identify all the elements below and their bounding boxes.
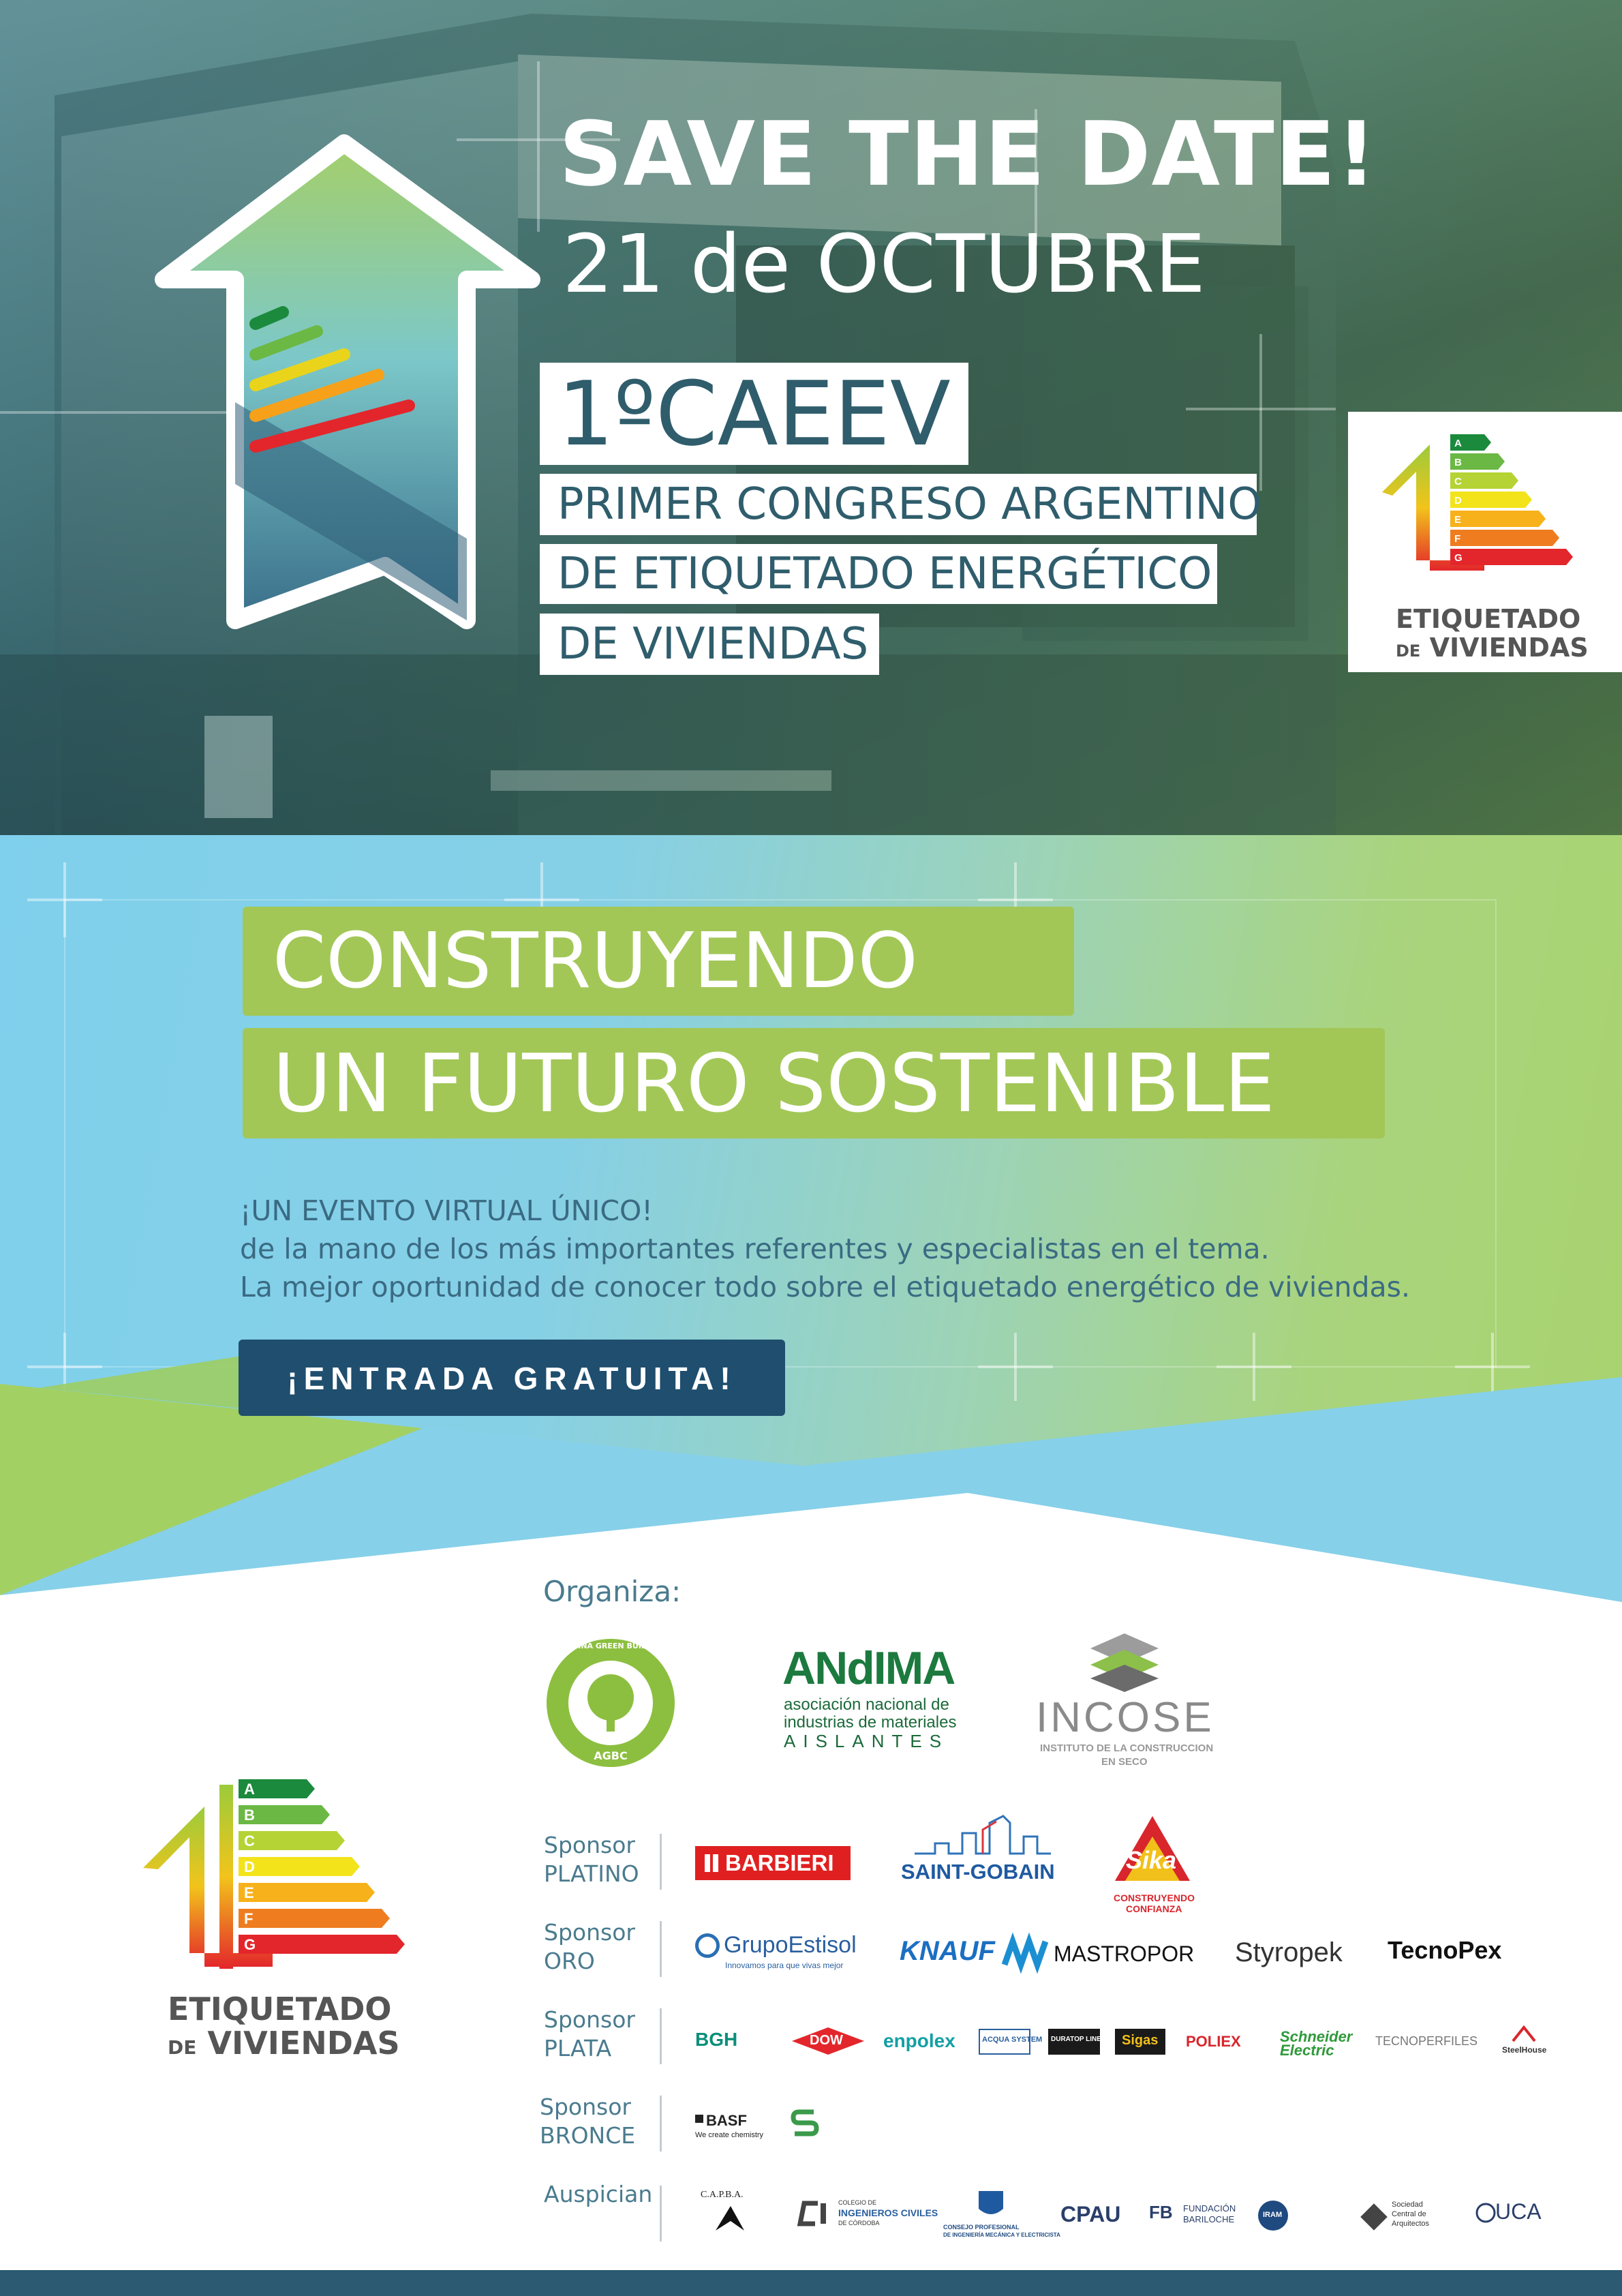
footer-bar — [0, 2270, 1622, 2296]
andima-sub-3: AISLANTES — [784, 1731, 949, 1751]
fundacion-bariloche-logo — [1149, 2202, 1242, 2229]
uca-globe-icon — [1475, 2202, 1497, 2224]
green-s-logo — [791, 2106, 819, 2145]
andima-title: ANdIMA — [782, 1642, 955, 1694]
plata-separator — [660, 2008, 662, 2064]
large-grade-c: C — [244, 1832, 255, 1849]
estisol-text: GrupoEstisol — [724, 1932, 857, 1958]
agbc-short: AGBC — [594, 1749, 628, 1762]
copime-shield-icon — [976, 2188, 1006, 2221]
steelhouse-logo — [1502, 2025, 1546, 2059]
sigas-logo — [1115, 2029, 1165, 2055]
ingenieros-civiles-logo — [797, 2199, 938, 2229]
oro-label-2: ORO — [544, 1948, 595, 1974]
etiquetado-logo-large — [136, 1772, 423, 2059]
sika-tagline-2: CONFIANZA — [1126, 1903, 1182, 1914]
grade-g-label: G — [1454, 552, 1463, 564]
organiza-label: Organiza: — [543, 1575, 682, 1608]
ingenieros-line-3: DE CÓRDOBA — [838, 2220, 880, 2226]
sika-logo — [1110, 1816, 1198, 1918]
sca-emblem-icon — [1360, 2203, 1388, 2231]
ingenieros-line-2: INGENIEROS CIVILES — [838, 2207, 938, 2218]
andima-sub-2: industrias de materiales — [784, 1713, 957, 1732]
ci-mark-icon — [797, 2201, 831, 2226]
schneider-logo: Schneider Electric — [1280, 2028, 1353, 2059]
andima-sub-1: asociación nacional de — [784, 1695, 949, 1714]
platino-label-1: Sponsor — [544, 1832, 635, 1858]
dow-text: DOW — [810, 2033, 843, 2048]
event-name-line-1: PRIMER CONGRESO ARGENTINO — [540, 474, 1257, 535]
large-grade-e: E — [244, 1884, 254, 1901]
grade-e-label: E — [1454, 514, 1462, 526]
fundacion-line-2: BARILOCHE — [1183, 2214, 1235, 2224]
incose-logo — [1036, 1631, 1220, 1774]
large-grade-f: F — [244, 1910, 254, 1927]
steelhouse-roof-icon — [1512, 2025, 1536, 2042]
barbieri-logo — [695, 1846, 851, 1880]
sigas-text: Sigas — [1122, 2033, 1159, 2048]
platino-label-2: PLATINO — [544, 1860, 639, 1887]
large-grade-a: A — [244, 1781, 255, 1798]
agbc-ring-text: ARGENTINA GREEN BUILDING COUNCIL — [544, 1642, 707, 1650]
sika-text: Sika — [1126, 1846, 1177, 1874]
hero-banner — [0, 0, 1622, 835]
acqua-system-logo — [979, 2029, 1043, 2055]
energy-label-icon — [1375, 424, 1600, 581]
saint-gobain-skyline-icon — [915, 1816, 1051, 1857]
oro-separator — [660, 1921, 662, 1977]
estisol-tagline: Innovamos para que vivas mejor — [725, 1961, 844, 1970]
grade-f-label: F — [1454, 533, 1461, 545]
barbieri-bars-icon-2 — [713, 1854, 718, 1872]
acqua-text: ACQUA SYSTEM — [982, 2036, 1043, 2044]
large-grade-d: D — [244, 1858, 255, 1875]
sca-line-2: Central de — [1392, 2210, 1426, 2218]
styropek-logo: Styropek — [1235, 1937, 1343, 1967]
large-brand-prefix: DE — [168, 2036, 197, 2059]
auspician-label: Auspician — [544, 2181, 653, 2207]
andima-logo — [782, 1642, 957, 1757]
basf-square-icon — [695, 2115, 703, 2123]
large-brand-line-2 — [168, 2025, 400, 2061]
grade-b-label: B — [1454, 457, 1462, 468]
description-line-2: de la mano de los más importantes referentes y especialistas en el tema. — [240, 1233, 1270, 1265]
saint-gobain-logo — [901, 1816, 1062, 1888]
slogan-line-2: UN FUTURO SOSTENIBLE — [243, 1028, 1385, 1138]
platino-separator — [660, 1834, 662, 1890]
steelhouse-text: SteelHouse — [1502, 2045, 1547, 2055]
fb-mark-icon: FB — [1149, 2202, 1173, 2222]
estisol-g-icon — [695, 1933, 720, 1958]
event-name-line-3: DE VIVIENDAS — [540, 614, 879, 675]
arrow-up-icon — [147, 130, 545, 648]
grade-d-label: D — [1454, 495, 1462, 507]
save-the-date-title: SAVE THE DATE! — [559, 102, 1377, 206]
brand-line-1: ETIQUETADO — [1396, 604, 1581, 634]
enpolex-logo: enpolex — [883, 2030, 955, 2051]
plata-label-1: Sponsor — [544, 2006, 635, 2033]
basf-logo — [695, 2112, 770, 2146]
copime-line-1: CONSEJO PROFESIONAL — [943, 2224, 1020, 2231]
cpau-logo: CPAU — [1060, 2202, 1121, 2226]
sca-line-1: Sociedad — [1392, 2201, 1423, 2209]
sika-tagline-1: CONSTRUYENDO — [1114, 1892, 1195, 1903]
capba-logo — [698, 2190, 769, 2237]
iram-logo — [1258, 2201, 1288, 2231]
incose-layers-icon — [1084, 1631, 1165, 1692]
basf-text: BASF — [706, 2112, 747, 2129]
large-grade-g: G — [244, 1936, 256, 1953]
estisol-logo — [695, 1931, 859, 1974]
ingenieros-line-1: COLEGIO DE — [838, 2199, 877, 2206]
barbieri-bars-icon — [705, 1854, 710, 1872]
description-line-1: ¡UN EVENTO VIRTUAL ÚNICO! — [240, 1194, 653, 1227]
incose-title: INCOSE — [1036, 1694, 1214, 1741]
duratop-text: DURATOP LINEA K — [1051, 2036, 1113, 2043]
saint-gobain-text: SAINT-GOBAIN — [901, 1860, 1055, 1884]
mastropor-m-icon — [1003, 1939, 1051, 1966]
copime-logo — [943, 2188, 1060, 2243]
oro-label-1: Sponsor — [544, 1919, 635, 1946]
uca-logo — [1475, 2199, 1550, 2233]
capba-text: C.A.P.B.A. — [701, 2190, 744, 2200]
sca-logo — [1360, 2201, 1442, 2235]
incose-sub-1: INSTITUTO DE LA CONSTRUCCION — [1040, 1742, 1214, 1754]
auspician-separator — [660, 2186, 662, 2241]
tecnoperfiles-logo: TECNOPERFILES — [1375, 2034, 1478, 2048]
fundacion-line-1: FUNDACIÓN — [1183, 2203, 1236, 2214]
capba-emblem-icon — [713, 2203, 747, 2233]
plata-label-2: PLATA — [544, 2035, 612, 2061]
dow-logo — [791, 2026, 866, 2056]
free-entry-button[interactable]: ¡ENTRADA GRATUITA! — [239, 1340, 785, 1416]
energy-label-house-icon — [136, 1772, 409, 1977]
large-grade-b: B — [244, 1807, 255, 1824]
description-line-3: La mejor oportunidad de conocer todo sobre el etiquetado energético de viviendas. — [240, 1271, 1411, 1303]
basf-tagline: We create chemistry — [695, 2131, 764, 2139]
sca-line-3: Arquitectos — [1392, 2220, 1430, 2228]
tecnopex-logo: TecnoPex — [1388, 1936, 1502, 1964]
duratop-logo — [1048, 2029, 1113, 2055]
knauf-logo: KNAUF — [900, 1936, 995, 1966]
bronce-label-1: Sponsor — [540, 2094, 631, 2120]
bronce-label-2: BRONCE — [540, 2122, 636, 2149]
brand-name: VIVIENDAS — [1429, 633, 1589, 663]
mastropor-text: MASTROPOR — [1054, 1942, 1195, 1966]
large-brand-name: VIVIENDAS — [207, 2025, 400, 2061]
large-brand-line-1: ETIQUETADO — [168, 1991, 392, 2027]
copime-line-2: DE INGENIERÍA MECÁNICA Y ELECTRICISTA — [943, 2232, 1060, 2238]
grade-a-label: A — [1454, 438, 1462, 449]
grade-c-label: C — [1454, 476, 1462, 487]
brand-prefix: DE — [1396, 641, 1421, 661]
uca-text: UCA — [1495, 2199, 1542, 2224]
barbieri-text: BARBIERI — [725, 1850, 834, 1875]
etiquetado-logo-small — [1348, 412, 1622, 672]
event-name-line-2: DE ETIQUETADO ENERGÉTICO — [540, 544, 1217, 604]
iram-text: IRAM — [1263, 2211, 1283, 2219]
mastropor-logo — [1003, 1937, 1194, 1969]
event-acronym: 1ºCAEEV — [540, 363, 968, 465]
brand-line-2 — [1396, 633, 1589, 663]
poliex-logo: POLIEX — [1186, 2033, 1241, 2050]
incose-sub-2: EN SECO — [1101, 1756, 1148, 1768]
agbc-logo — [544, 1636, 707, 1770]
bgh-logo: BGH — [695, 2029, 738, 2050]
slogan-line-1: CONSTRUYENDO — [243, 907, 1074, 1016]
bronce-separator — [660, 2096, 662, 2151]
event-date: 21 de OCTUBRE — [562, 217, 1206, 311]
